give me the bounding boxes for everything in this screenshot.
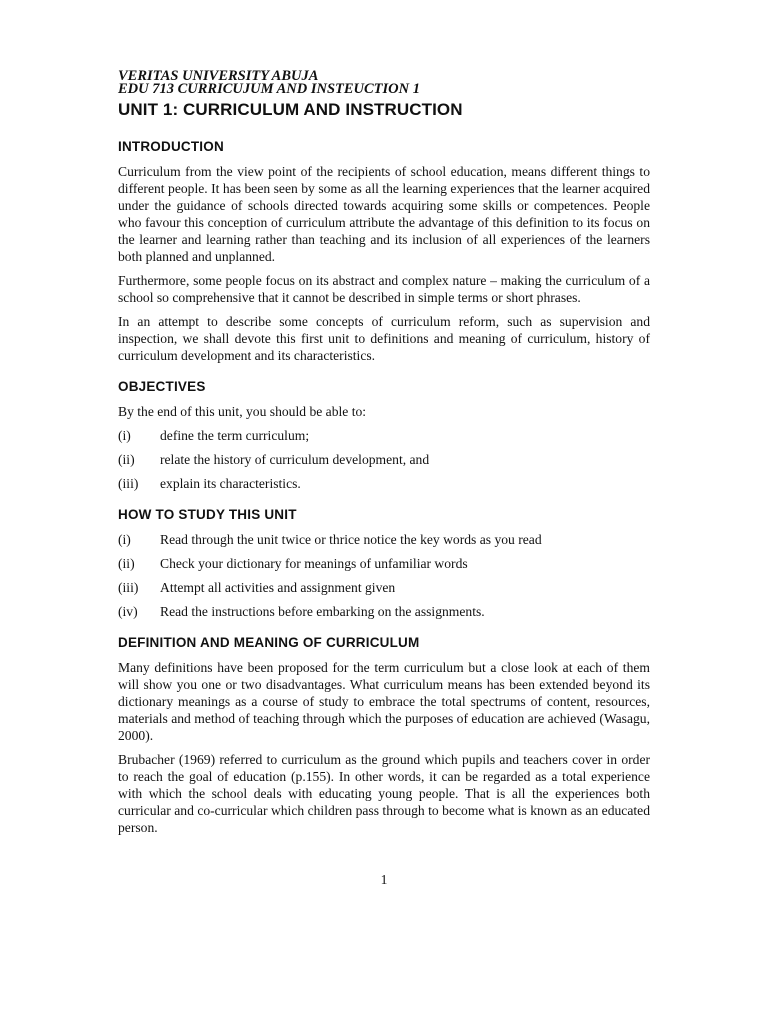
introduction-section xyxy=(118,138,650,364)
unit-title: UNIT 1: CURRICULUM AND INSTRUCTION xyxy=(118,100,463,119)
university-name: VERITAS UNIVERSITY ABUJA xyxy=(118,68,319,84)
introduction-paragraph: Curriculum from the view point of the recipients of school education, means different things to different people. It has been seen by some as all the learning experiences that the learner acquired under the guidance of schools directed towards acquiring some skills or competences. People who favour this conception of curriculum attribute the advantage of this definition to its focus on the learner and learning rather than teaching and its inclusion of all experiences of the learners both planned and unplanned. xyxy=(118,164,650,264)
list-item xyxy=(118,531,650,548)
list-item xyxy=(118,555,650,572)
how-to-study-section xyxy=(118,506,650,620)
list-item xyxy=(118,579,650,596)
definition-heading: DEFINITION AND MEANING OF CURRICULUM xyxy=(118,635,420,650)
list-item-text: Read the instructions before embarking on the assignments. xyxy=(160,604,485,619)
course-code: EDU 713 CURRICUJUM AND INSTEUCTION 1 xyxy=(118,81,420,97)
list-item-number: (ii) xyxy=(118,556,135,571)
list-item-text: Attempt all activities and assignment given xyxy=(160,580,396,595)
introduction-heading: INTRODUCTION xyxy=(118,139,224,154)
list-item-text: explain its characteristics. xyxy=(160,476,301,491)
list-item-number: (i) xyxy=(118,428,131,443)
objectives-intro: By the end of this unit, you should be able to: xyxy=(118,404,367,419)
list-item-number: (i) xyxy=(118,532,131,547)
list-item xyxy=(118,475,650,492)
list-item-number: (iv) xyxy=(118,604,138,619)
objectives-section xyxy=(118,378,650,492)
how-to-study-list xyxy=(118,531,650,620)
list-item-number: (iii) xyxy=(118,580,139,595)
list-item-number: (ii) xyxy=(118,452,135,467)
definition-paragraph: Brubacher (1969) referred to curriculum as the ground which pupils and teachers cover in order to reach the goal of education (p.155). In other words, it can be regarded as a total experience with which the school deals with educating young people. That is all the experiences both curricular and co-curricular which children pass through to become what is known as an educated person. xyxy=(118,752,650,835)
list-item-text: define the term curriculum; xyxy=(160,428,310,443)
list-item xyxy=(118,603,650,620)
list-item-text: Read through the unit twice or thrice notice the key words as you read xyxy=(160,532,542,547)
objectives-heading: OBJECTIVES xyxy=(118,379,206,394)
how-to-study-heading: HOW TO STUDY THIS UNIT xyxy=(118,507,297,522)
document-page xyxy=(118,70,650,850)
list-item-text: Check your dictionary for meanings of unfamiliar words xyxy=(160,556,468,571)
objectives-list xyxy=(118,427,650,492)
definition-section xyxy=(118,634,650,836)
list-item xyxy=(118,427,650,444)
page-number: 1 xyxy=(380,872,388,887)
introduction-paragraph: In an attempt to describe some concepts of curriculum reform, such as supervision and inspection, we shall devote this first unit to definitions and meaning of curriculum, history of curriculum development and its characteristics. xyxy=(118,314,650,363)
list-item-number: (iii) xyxy=(118,476,139,491)
definition-paragraph: Many definitions have been proposed for the term curriculum but a close look at each of them will show you one or two disadvantages. What curriculum means has been extended beyond its dictionary meanings as a course of study to embrace the total spectrums of content, resources, materials and method of teaching through which the purposes of education are achieved (Wasagu, 2000). xyxy=(118,660,650,743)
introduction-paragraph: Furthermore, some people focus on its abstract and complex nature – making the curriculum of a school so comprehensive that it cannot be described in simple terms or short phrases. xyxy=(118,273,650,305)
list-item-text: relate the history of curriculum development, and xyxy=(160,452,430,467)
list-item xyxy=(118,451,650,468)
